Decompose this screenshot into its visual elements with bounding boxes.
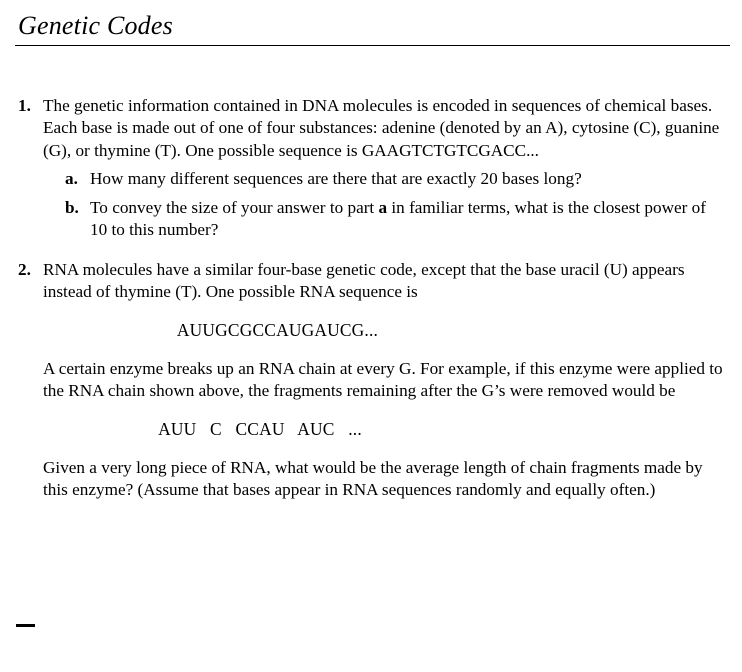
sub-question-text-before: To convey the size of your answer to part	[90, 198, 379, 218]
footnote-divider	[16, 624, 35, 627]
rna-sequence-display: AUUGCGCCAUGAUCG...	[176, 320, 379, 341]
sub-question-marker: a.	[65, 168, 78, 188]
question-paragraph-3: Given a very long piece of RNA, what would be the average length of chain fragments made by this enzyme? (Assume that bases appear in RNA sequences randomly and equally often.)	[43, 457, 703, 499]
question-text: The genetic information contained in DNA molecules is encoded in sequences of chemical bases. Each base is made out of one of four substances: adenine (denoted by an A), cytosine (C), guanine (G), or thymine (T). One possible sequence is GAAGTCTGTCGACC...	[43, 96, 720, 160]
document-body	[15, 95, 727, 501]
part-reference: a	[378, 198, 388, 218]
document-header	[15, 10, 730, 46]
sub-question-text-after: in familiar terms, what is the closest power of 10 to this number?	[90, 198, 706, 240]
sub-question-text	[90, 197, 727, 242]
page-title: Genetic Codes	[18, 11, 173, 40]
sub-question-marker: b.	[65, 198, 79, 218]
title-divider	[15, 45, 730, 46]
sub-question-item-b	[65, 197, 727, 242]
question-paragraph-2: A certain enzyme breaks up an RNA chain at every G. For example, if this enzyme were applied to the RNA chain shown above, the fragments remaining after the G’s were removed would be	[43, 358, 723, 400]
rna-fragments-display: AUU C CCAU AUC ...	[158, 419, 362, 440]
sub-question-text: How many different sequences are there that are exactly 20 bases long?	[90, 168, 582, 188]
sub-question-item-a	[65, 168, 727, 190]
question-item-1	[15, 95, 727, 242]
question-marker: 2.	[18, 259, 31, 279]
question-marker: 1.	[18, 96, 31, 115]
sub-question-list-1	[43, 168, 727, 242]
question-item-2	[15, 259, 727, 501]
question-text: RNA molecules have a similar four-base genetic code, except that the base uracil (U) appears instead of thymine (T). One possible RNA sequence is	[43, 259, 685, 302]
question-list	[15, 95, 727, 501]
